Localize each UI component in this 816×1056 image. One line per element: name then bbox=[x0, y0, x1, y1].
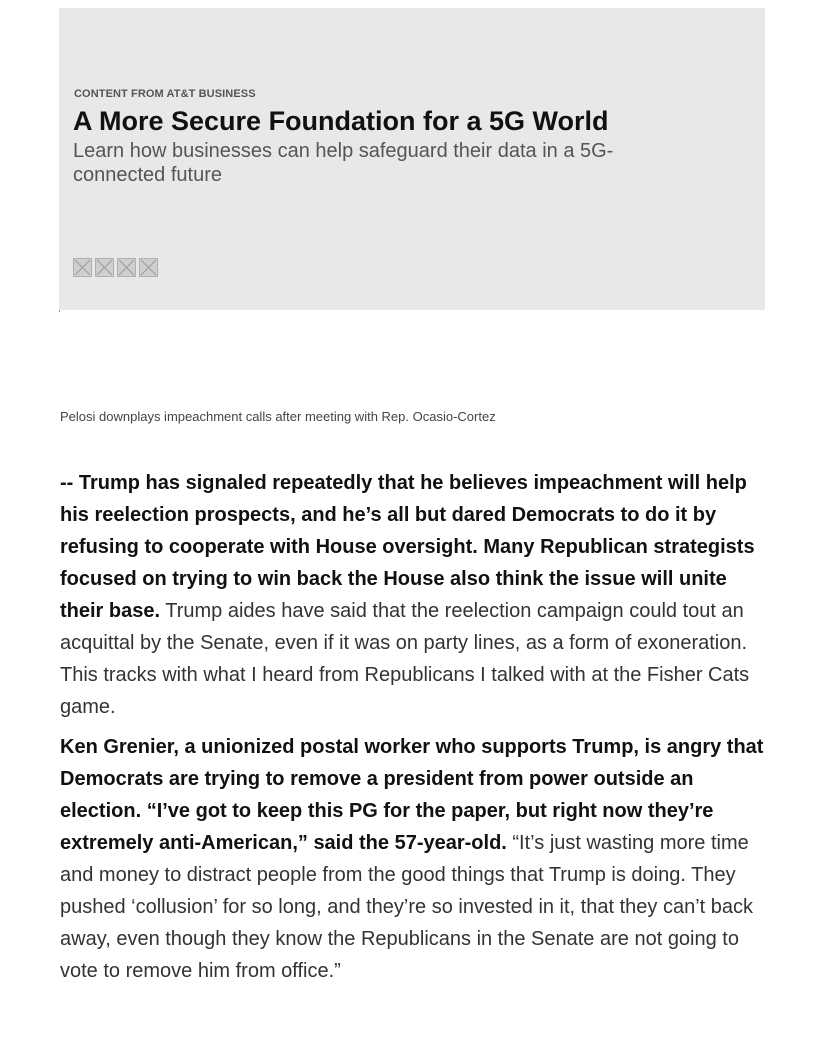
broken-image-icon[interactable] bbox=[95, 258, 114, 277]
video-caption[interactable]: Pelosi downplays impeachment calls after meeting with Rep. Ocasio-Cortez bbox=[60, 409, 496, 424]
broken-image-icon[interactable] bbox=[117, 258, 136, 277]
paragraph-text: Trump aides have said that the reelection campaign could tout an acquittal by the Senate, even if it was on party lines, as a form of exoneration. This tracks with what I heard from Republicans I talked with at the Fisher Cats game. bbox=[60, 600, 750, 718]
article-body bbox=[60, 467, 768, 995]
paragraph-lead: -- Trump has signaled repeatedly that he believes impeachment will help his reelection prospects, and he’s all but dared Democrats to do it by refusing to cooperate with House oversight. Many Republican strategists focused on trying to win back the House also think the issue will unite their base. bbox=[60, 472, 755, 622]
divider-mark bbox=[59, 310, 60, 312]
article-paragraph bbox=[60, 467, 768, 723]
ad-title[interactable]: A More Secure Foundation for a 5G World bbox=[73, 106, 609, 136]
broken-image-icon[interactable] bbox=[73, 258, 92, 277]
article-paragraph bbox=[60, 731, 768, 987]
sponsored-ad[interactable] bbox=[59, 8, 765, 310]
ad-subtitle: Learn how businesses can help safeguard their data in a 5G-connected future bbox=[73, 140, 614, 186]
ad-eyebrow: CONTENT FROM AT&T BUSINESS bbox=[74, 88, 256, 100]
broken-image-icon[interactable] bbox=[139, 258, 158, 277]
paragraph-text: “It’s just wasting more time and money to distract people from the good things that Trump is doing. They pushed ‘collusion’ for so long, and they’re so invested in it, that they can’t back away, even though they know the Republicans in the Senate are not going to vote to remove him from office.” bbox=[60, 832, 753, 982]
ad-icon-row bbox=[73, 258, 158, 277]
paragraph-lead: Ken Grenier, a unionized postal worker who supports Trump, is angry that Democrats are trying to remove a president from power outside an election. “I’ve got to keep this PG for the paper, but right now they’re extremely anti-American,” said the 57-year-old. bbox=[60, 736, 764, 854]
